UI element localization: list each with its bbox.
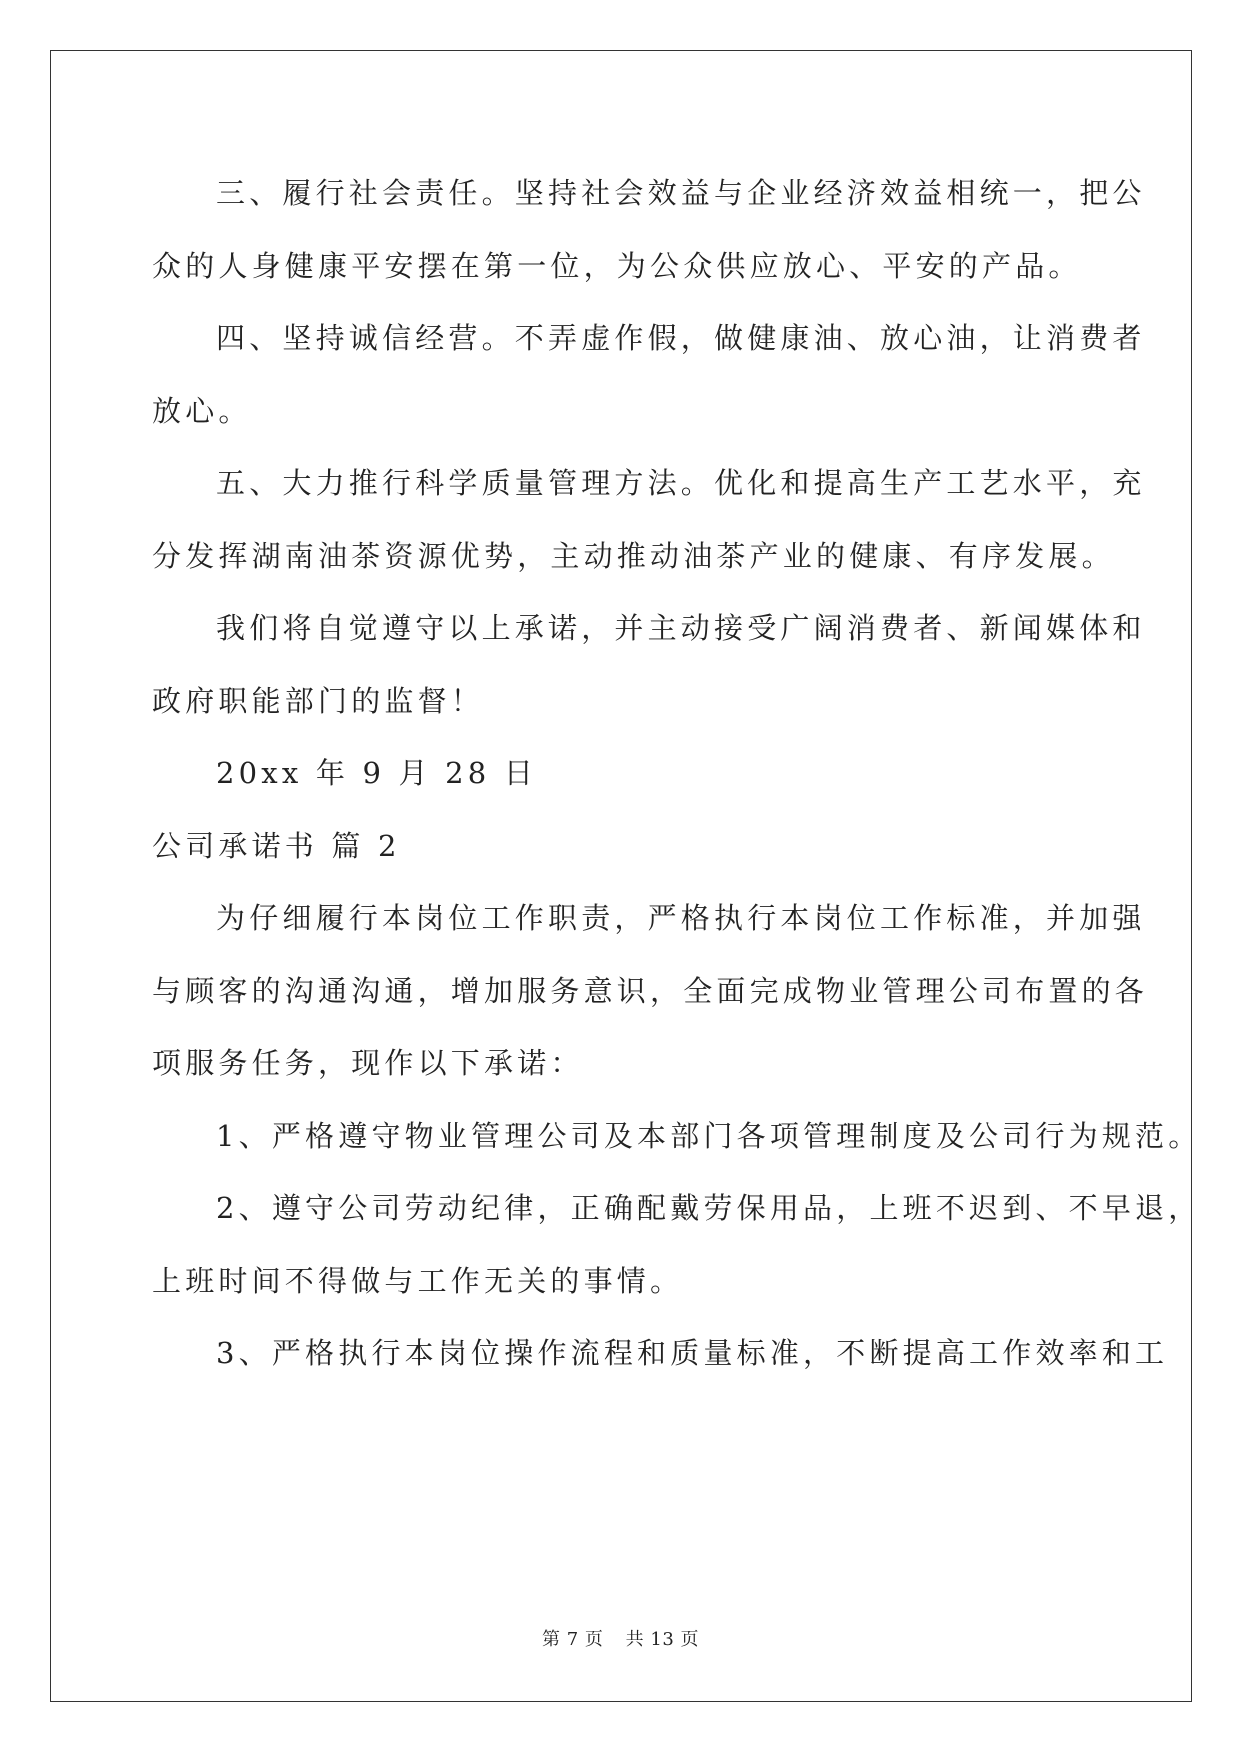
paragraph-line: 分发挥湖南油茶资源优势，主动推动油茶产业的健康、有序发展。 bbox=[152, 539, 1115, 573]
paragraph-line: 我们将自觉遵守以上承诺，并主动接受广阔消费者、新闻媒体和 bbox=[216, 611, 1146, 645]
paragraph-line: 众的人身健康平安摆在第一位，为公众供应放心、平安的产品。 bbox=[152, 249, 1082, 283]
list-item: 2、遵守公司劳动纪律，正确配戴劳保用品，上班不迟到、不早退， bbox=[216, 1191, 1202, 1225]
page-border bbox=[50, 50, 1192, 1702]
paragraph-line: 四、坚持诚信经营。不弄虚作假，做健康油、放心油，让消费者 bbox=[216, 321, 1146, 355]
page-footer bbox=[0, 1628, 1241, 1652]
paragraph-line: 三、履行社会责任。坚持社会效益与企业经济效益相统一，把公 bbox=[216, 176, 1146, 210]
paragraph-line: 为仔细履行本岗位工作职责，严格执行本岗位工作标准，并加强 bbox=[216, 901, 1146, 935]
paragraph-line: 放心。 bbox=[152, 394, 252, 428]
page-number-total: 共 13 页 bbox=[625, 1629, 699, 1650]
list-item-continuation: 上班时间不得做与工作无关的事情。 bbox=[152, 1264, 684, 1298]
list-item: 1、严格遵守物业管理公司及本部门各项管理制度及公司行为规范。 bbox=[216, 1119, 1202, 1153]
page-number-current: 第 7 页 bbox=[542, 1629, 604, 1650]
date-line: 20xx 年 9 月 28 日 bbox=[216, 756, 538, 790]
paragraph-line: 五、大力推行科学质量管理方法。优化和提高生产工艺水平，充 bbox=[216, 466, 1146, 500]
paragraph-line: 政府职能部门的监督！ bbox=[152, 684, 485, 718]
list-item: 3、严格执行本岗位操作流程和质量标准，不断提高工作效率和工 bbox=[216, 1336, 1169, 1370]
paragraph-line: 与顾客的沟通沟通，增加服务意识，全面完成物业管理公司布置的各 bbox=[152, 974, 1149, 1008]
paragraph-line: 项服务任务，现作以下承诺： bbox=[152, 1046, 584, 1080]
section-heading: 公司承诺书 篇 2 bbox=[152, 829, 401, 863]
